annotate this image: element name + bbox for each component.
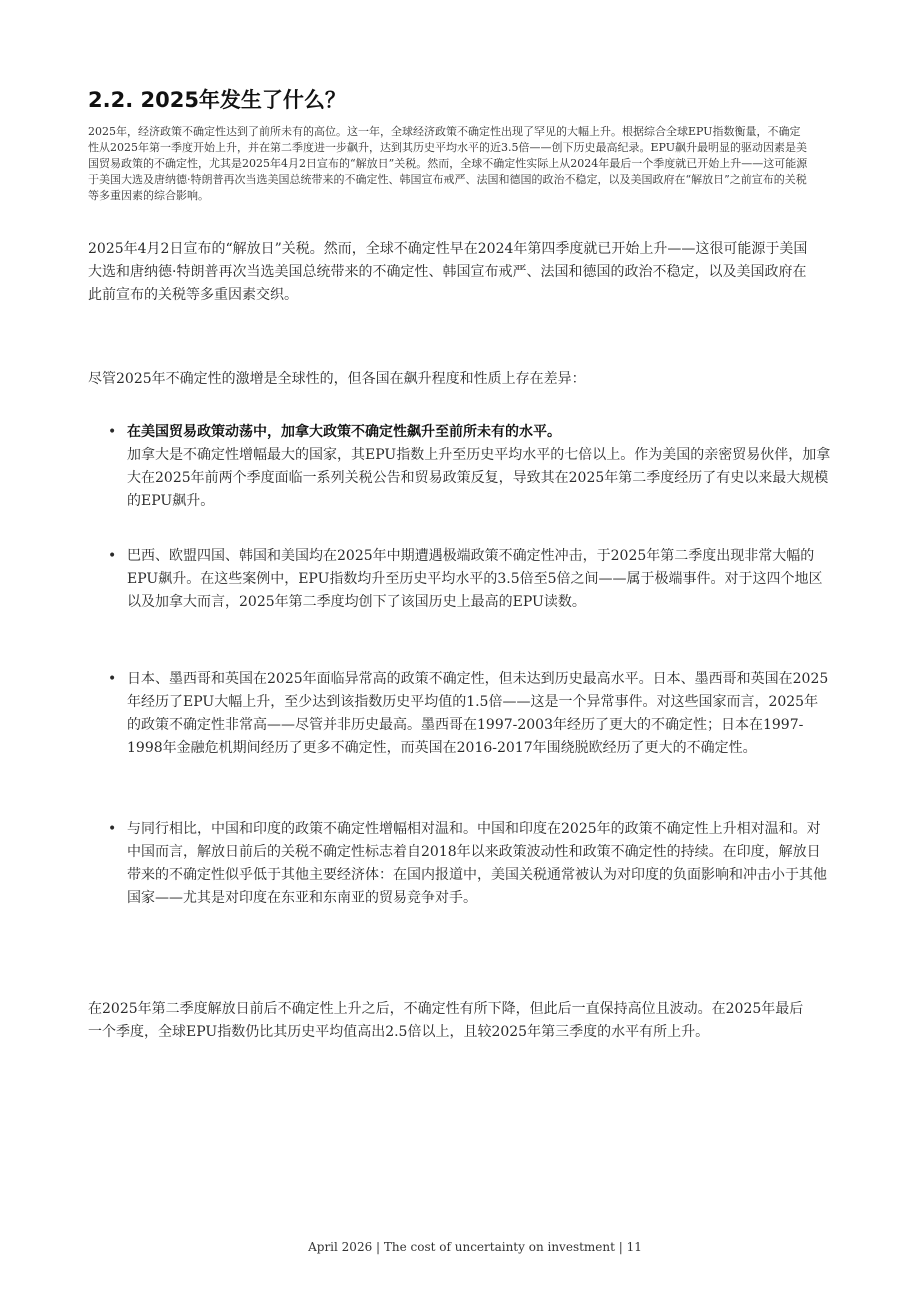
body-paragraph-2: 尽管2025年不确定性的激增是全球性的，但各国在飙升程度和性质上存在差异： xyxy=(88,371,586,387)
bullet-bold-heading: 在美国贸易政策动荡中，加拿大政策不确定性飙升至前所未有的水平。 xyxy=(127,424,561,440)
bullet-marker: • xyxy=(108,671,117,687)
bullet-item-brazil-eu-korea-us xyxy=(108,545,832,614)
bullet-text: 加拿大是不确定性增幅最大的国家，其EPU指数上升至历史平均水平的七倍以上。作为美国的亲密贸易伙伴，加拿大在2025年前两个季度面临一系列关税公告和贸易政策反复，导致其在2025年第二季度经历了有史以来最大规模的EPU飙升。 xyxy=(127,447,831,509)
bullet-marker: • xyxy=(108,548,117,564)
bullet-item-japan-mexico-uk xyxy=(108,668,832,760)
body-paragraph-1: 2025年4月2日宣布的“解放日”关税。然而，全球不确定性早在2024年第四季度就已开始上升——这很可能源于美国大选和唐纳德·特朗普再次当选美国总统带来的不确定性、韩国宣布戒严、法国和德国的政治不稳定，以及美国政府在此前宣布的关税等多重因素交织。 xyxy=(88,241,808,303)
bullet-text: 巴西、欧盟四国、韩国和美国均在2025年中期遭遇极端政策不确定性冲击，于2025年第二季度出现非常大幅的EPU飙升。在这些案例中，EPU指数均升至历史平均水平的3.5倍至5倍之间——属于极端事件。对于这四个地区以及加拿大而言，2025年第二季度均创下了该国历史上最高的EPU读数。 xyxy=(127,548,823,610)
bullet-item-china-india xyxy=(108,818,832,910)
bullet-text: 与同行相比，中国和印度的政策不确定性增幅相对温和。中国和印度在2025年的政策不确定性上升相对温和。对中国而言，解放日前后的关税不确定性标志着自2018年以来政策波动性和政策不确定性的持续。在印度，解放日带来的不确定性似乎低于其他主要经济体：在国内报道中，美国关税通常被认为对印度的负面影响和冲击小于其他国家——尤其是对印度在东亚和东南亚的贸易竞争对手。 xyxy=(127,821,827,906)
bullet-marker: • xyxy=(108,424,117,440)
bullet-text: 日本、墨西哥和英国在2025年面临异常高的政策不确定性，但未达到历史最高水平。日本、墨西哥和英国在2025年经历了EPU大幅上升，至少达到该指数历史平均值的1.5倍——这是一个异常事件。对这些国家而言，2025年的政策不确定性非常高——尽管并非历史最高。墨西哥在1997-2003年经历了更大的不确定性；日本在1997-1998年金融危机期间经历了更多不确定性，而英国在2016-2017年围绕脱欧经历了更大的不确定性。 xyxy=(127,671,829,756)
intro-summary-paragraph: 2025年，经济政策不确定性达到了前所未有的高位。这一年，全球经济政策不确定性出现了罕见的大幅上升。根据综合全球EPU指数衡量，不确定性从2025年第一季度开始上升，并在第二季度进一步飙升，达到其历史平均水平的近3.5倍——创下历史最高纪录。EPU飙升最明显的驱动因素是美国贸易政策的不确定性，尤其是2025年4月2日宣布的“解放日”关税。然而，全球不确定性实际上从2024年最后一个季度就已开始上升——这可能源于美国大选及唐纳德·特朗普再次当选美国总统带来的不确定性、韩国宣布戒严、法国和德国的政治不稳定，以及美国政府在“解放日”之前宣布的关税等多重因素的综合影响。 xyxy=(88,125,808,202)
body-paragraph-3: 在2025年第二季度解放日前后不确定性上升之后，不确定性有所下降，但此后一直保持高位且波动。在2025年最后一个季度，全球EPU指数仍比其历史平均值高出2.5倍以上，且较2025年第三季度的水平有所上升。 xyxy=(88,1001,804,1040)
page-footer: April 2026 | The cost of uncertainty on investment | 11 xyxy=(308,1240,642,1254)
bullet-marker: • xyxy=(108,821,117,837)
bullet-item-canada xyxy=(108,421,832,513)
section-heading: 2.2. 2025年发生了什么？ xyxy=(88,88,346,112)
